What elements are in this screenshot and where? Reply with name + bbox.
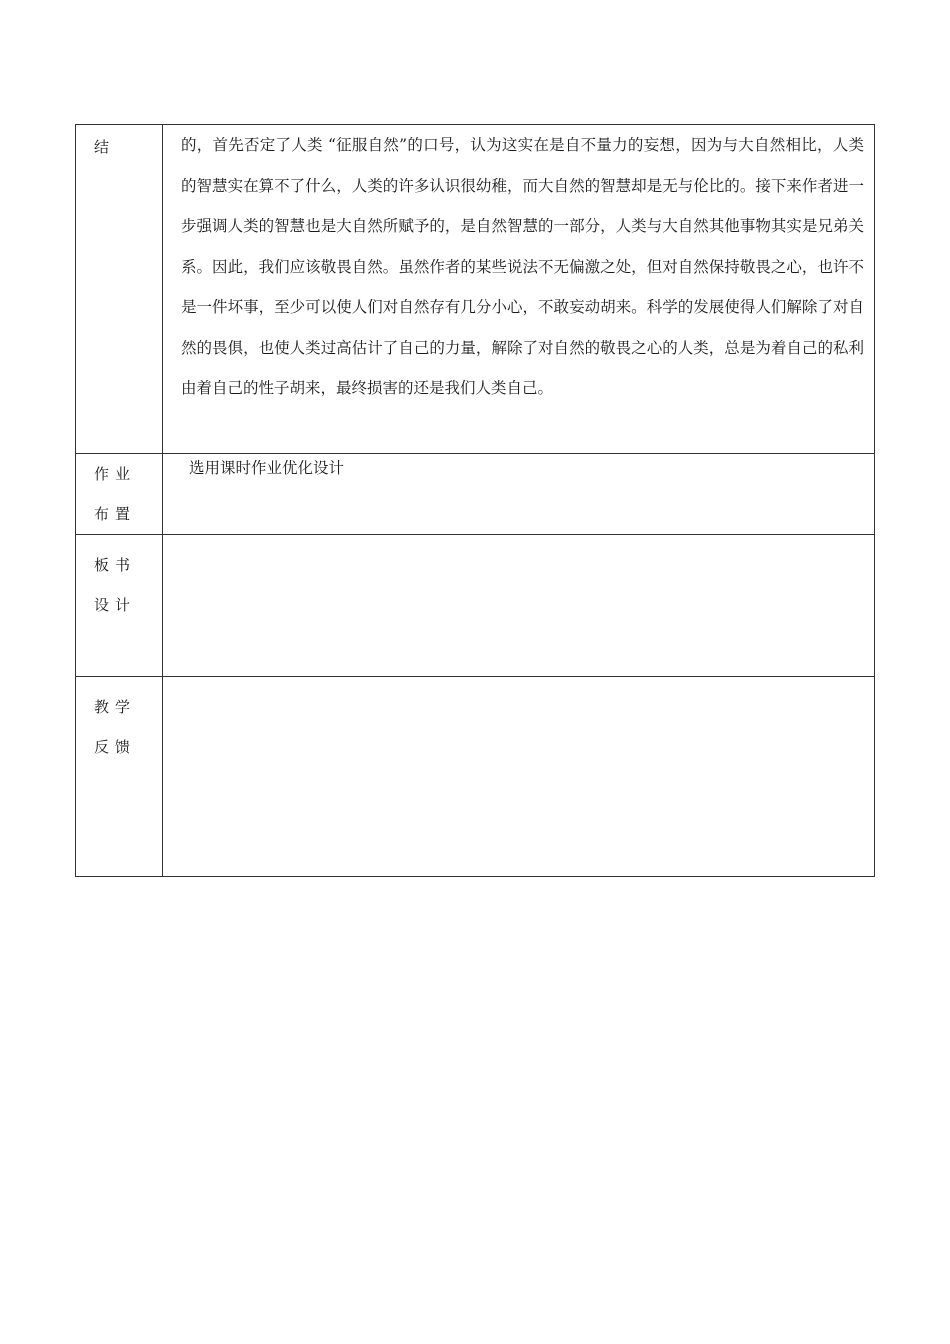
- table-row-homework: [76, 454, 875, 535]
- row-label-text: 结: [94, 138, 116, 156]
- row-label-homework: [76, 454, 163, 535]
- row-label-board-design: [76, 535, 163, 677]
- row-label-text: 板书设计: [94, 556, 137, 614]
- summary-text: 的，首先否定了人类 “征服自然”的口号，认为这实在是自不量力的妄想，因为与大自然相比，人类的智慧实在算不了什么，人类的许多认识很幼稚，而大自然的智慧却是无与伦比的。接下来作者进一步强调人类的智慧也是大自然所赋予的，是自然智慧的一部分，人类与大自然其他事物其实是兄弟关系。因此，我们应该敬畏自然。虽然作者的某些说法不无偏激之处，但对自然保持敬畏之心，也许不是一件坏事，至少可以使人们对自然存有几分小心，不敢妄动胡来。科学的发展使得人们解除了对自然的畏俱，也使人类过高估计了自己的力量，解除了对自然的敬畏之心的人类，总是为着自己的私利由着自己的性子胡来，最终损害的还是我们人类自己。: [181, 136, 864, 397]
- summary-content: [163, 125, 875, 454]
- table-row-board-design: [76, 535, 875, 677]
- row-label-text: 作业布置: [94, 465, 137, 523]
- table-row-feedback: [76, 677, 875, 877]
- table-row-summary: [76, 125, 875, 454]
- row-label-summary: [76, 125, 163, 454]
- feedback-content: [163, 677, 875, 877]
- homework-content: [163, 454, 875, 535]
- lesson-plan-table: [75, 124, 875, 877]
- board-design-content: [163, 535, 875, 677]
- row-label-text: 教学反馈: [94, 698, 137, 756]
- homework-text: 选用课时作业优化设计: [189, 459, 345, 477]
- row-label-feedback: [76, 677, 163, 877]
